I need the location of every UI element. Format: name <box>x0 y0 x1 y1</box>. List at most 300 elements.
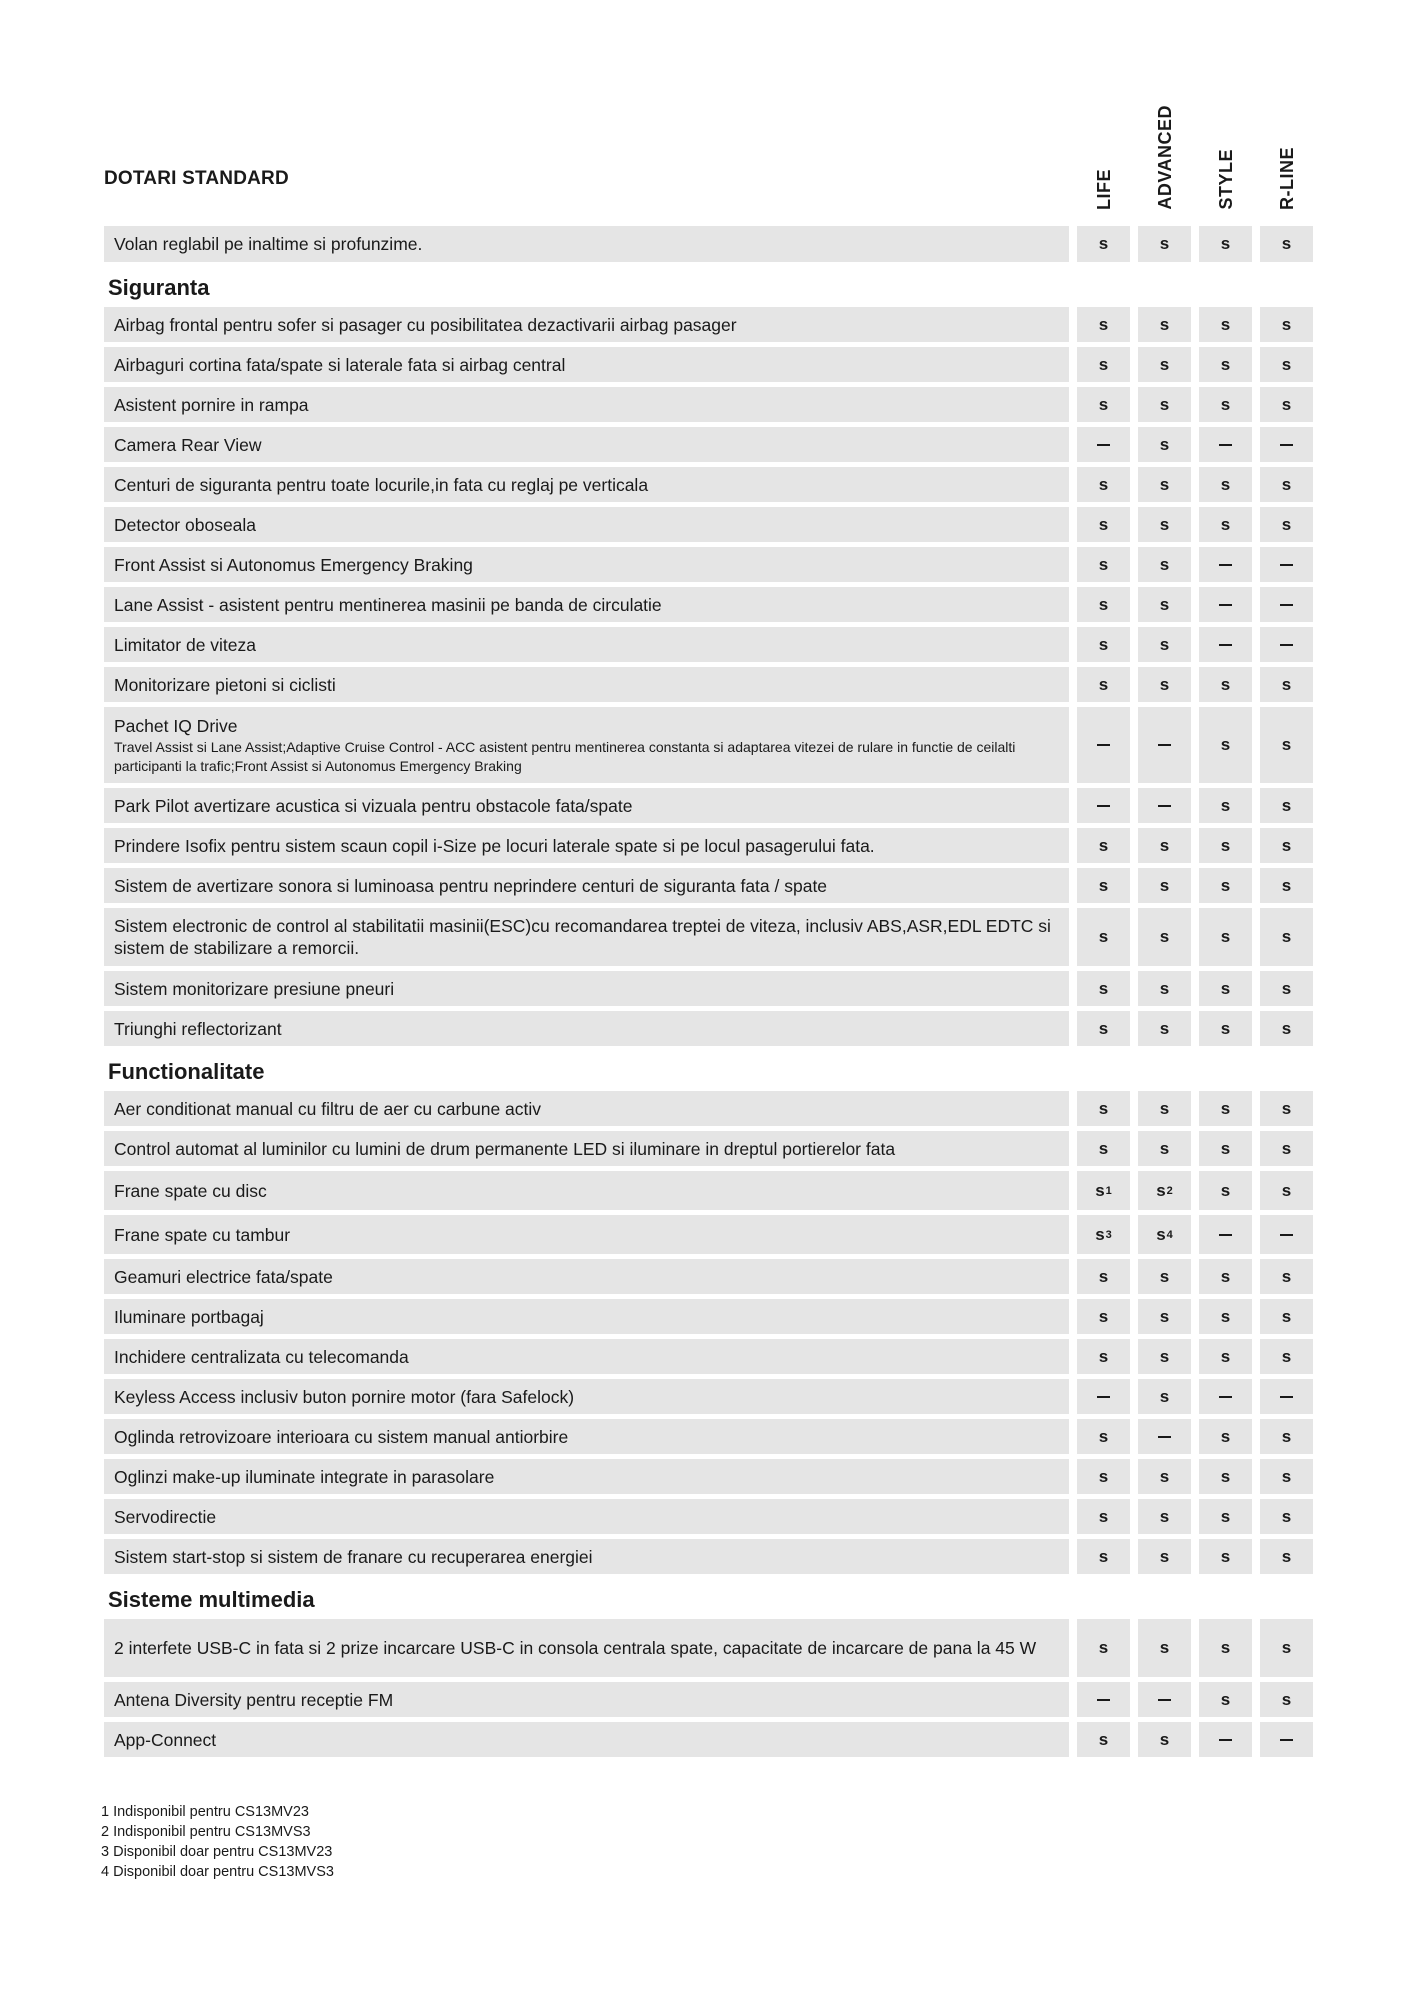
feature-description <box>104 788 1069 823</box>
variant-label: LIFE <box>1093 169 1114 210</box>
variant-label: STYLE <box>1215 149 1236 210</box>
availability-cell <box>1077 1379 1130 1414</box>
availability-cell <box>1199 307 1252 342</box>
availability-cell <box>1260 868 1313 903</box>
standard-mark: s <box>1098 1638 1109 1657</box>
standard-mark: s <box>1281 674 1292 694</box>
not-available-mark <box>1097 444 1110 446</box>
standard-mark: s <box>1159 1638 1170 1657</box>
feature-label: Oglinzi make-up iluminate integrate in parasolare <box>114 1466 495 1487</box>
availability-cell <box>1138 307 1191 342</box>
feature-description <box>104 587 1069 622</box>
availability-cell <box>1138 627 1191 662</box>
feature-description <box>104 1619 1069 1677</box>
feature-label: Pachet IQ Drive <box>114 715 238 736</box>
availability-cell <box>1260 788 1313 823</box>
standard-mark: s <box>1220 394 1231 414</box>
standard-mark: s <box>1159 1386 1170 1406</box>
availability-cell <box>1138 828 1191 863</box>
footnotes <box>101 1802 334 1882</box>
availability-cell <box>1260 908 1313 966</box>
standard-mark: s <box>1159 354 1170 374</box>
feature-description <box>104 971 1069 1006</box>
standard-mark: s <box>1281 394 1292 414</box>
standard-mark: s <box>1159 434 1170 454</box>
availability-cell <box>1260 1722 1313 1757</box>
standard-mark: s <box>1098 978 1109 998</box>
feature-description <box>104 908 1069 966</box>
standard-mark: s <box>1281 1180 1292 1200</box>
availability-cell <box>1077 587 1130 622</box>
availability-cell <box>1138 1722 1191 1757</box>
standard-mark: s <box>1095 1180 1105 1200</box>
standard-mark: s <box>1159 1138 1170 1158</box>
table-row <box>104 908 1326 966</box>
availability-cell <box>1260 427 1313 462</box>
standard-mark: s <box>1098 1018 1109 1038</box>
table-row <box>104 547 1326 582</box>
standard-mark: s <box>1281 1346 1292 1366</box>
availability-cell <box>1260 587 1313 622</box>
standard-mark: s <box>1159 314 1170 334</box>
feature-label: Aer conditionat manual cu filtru de aer cu carbune activ <box>114 1098 542 1119</box>
standard-mark: s <box>1098 514 1109 534</box>
not-available-mark <box>1219 444 1232 446</box>
footnote: 2 Indisponibil pentru CS13MVS3 <box>101 1824 311 1840</box>
not-available-mark <box>1097 744 1110 746</box>
standard-mark: s <box>1098 1098 1109 1118</box>
availability-cell <box>1260 1682 1313 1717</box>
availability-cell <box>1077 971 1130 1006</box>
standard-mark: s <box>1098 1346 1109 1366</box>
availability-cell <box>1077 1339 1130 1374</box>
availability-cell <box>1199 547 1252 582</box>
availability-cell <box>1077 1259 1130 1294</box>
variant-column-life <box>1078 110 1130 210</box>
standard-mark: s <box>1098 474 1109 494</box>
table-header <box>104 105 1326 226</box>
availability-cell <box>1199 1499 1252 1534</box>
availability-cell <box>1138 1091 1191 1126</box>
availability-cell <box>1138 347 1191 382</box>
availability-cell <box>1199 1539 1252 1574</box>
standard-mark: s <box>1098 314 1109 334</box>
availability-cell <box>1199 587 1252 622</box>
feature-label: Sistem monitorizare presiune pneuri <box>114 978 395 999</box>
availability-cell <box>1077 1131 1130 1166</box>
feature-label: Detector oboseala <box>114 514 257 535</box>
availability-cell <box>1199 868 1252 903</box>
standard-mark: s <box>1159 1266 1170 1286</box>
standard-mark: s <box>1220 354 1231 374</box>
standard-mark: s <box>1098 927 1109 946</box>
availability-cell <box>1260 1499 1313 1534</box>
standard-mark: s <box>1159 1098 1170 1118</box>
availability-cell <box>1077 1459 1130 1494</box>
availability-cell <box>1260 1171 1313 1210</box>
table-row <box>104 788 1326 823</box>
availability-cell <box>1260 347 1313 382</box>
standard-mark: s <box>1159 1506 1170 1526</box>
table-row <box>104 1339 1326 1374</box>
standard-mark: s <box>1159 514 1170 534</box>
availability-cell <box>1260 1299 1313 1334</box>
standard-mark: s <box>1281 835 1292 855</box>
availability-cell <box>1138 908 1191 966</box>
feature-description <box>104 427 1069 462</box>
availability-cell <box>1260 1259 1313 1294</box>
feature-label: Volan reglabil pe inaltime si profunzime. <box>114 234 423 254</box>
standard-mark: s <box>1220 1098 1231 1118</box>
availability-cell <box>1077 547 1130 582</box>
standard-mark: s <box>1098 1546 1109 1566</box>
standard-mark: s <box>1098 394 1109 414</box>
availability-cell <box>1199 908 1252 966</box>
feature-label: Airbaguri cortina fata/spate si laterale fata si airbag central <box>114 354 566 375</box>
table-row <box>104 1539 1326 1574</box>
table-row <box>104 828 1326 863</box>
availability-cell <box>1077 1619 1130 1677</box>
feature-description <box>104 627 1069 662</box>
availability-cell <box>1077 1499 1130 1534</box>
standard-mark: s <box>1098 234 1109 253</box>
standard-mark: s <box>1281 1018 1292 1038</box>
availability-cell <box>1138 667 1191 702</box>
standard-mark: s <box>1281 1306 1292 1326</box>
feature-label: Sistem de avertizare sonora si luminoasa pentru neprindere centuri de siguranta fata / spate <box>114 875 828 896</box>
availability-cell <box>1260 828 1313 863</box>
standard-mark: s <box>1098 1266 1109 1286</box>
availability-cell <box>1138 507 1191 542</box>
standard-mark: s <box>1220 1466 1231 1486</box>
not-available-mark <box>1097 1699 1110 1701</box>
availability-cell <box>1260 1215 1313 1254</box>
feature-label: Antena Diversity pentru receptie FM <box>114 1689 394 1710</box>
feature-label: Centuri de siguranta pentru toate locurile,in fata cu reglaj pe verticala <box>114 474 649 495</box>
section-heading: Siguranta <box>108 275 210 300</box>
availability-cell <box>1199 507 1252 542</box>
feature-label: Control automat al luminilor cu lumini de drum permanente LED si iluminare in dreptul portierelor fata <box>114 1138 896 1159</box>
standard-mark: s <box>1098 1729 1109 1749</box>
standard-mark: s <box>1220 978 1231 998</box>
standard-mark: s <box>1220 1638 1231 1657</box>
availability-cell <box>1077 1171 1130 1210</box>
availability-cell <box>1199 1131 1252 1166</box>
availability-cell <box>1138 1011 1191 1046</box>
standard-mark: s <box>1159 1466 1170 1486</box>
not-available-mark <box>1280 564 1293 566</box>
table-row <box>104 347 1326 382</box>
standard-mark: s <box>1220 735 1231 754</box>
not-available-mark <box>1219 564 1232 566</box>
availability-cell <box>1077 868 1130 903</box>
standard-mark: s <box>1281 1098 1292 1118</box>
availability-cell <box>1077 1419 1130 1454</box>
table-row <box>104 1011 1326 1046</box>
standard-mark: s <box>1159 835 1170 855</box>
standard-mark: s <box>1159 875 1170 895</box>
availability-cell <box>1138 467 1191 502</box>
standard-mark: s <box>1281 1506 1292 1526</box>
standard-mark: s <box>1281 795 1292 815</box>
feature-description <box>104 1339 1069 1374</box>
standard-mark: s <box>1098 1306 1109 1326</box>
feature-description <box>104 1722 1069 1757</box>
availability-cell <box>1138 1131 1191 1166</box>
availability-cell <box>1199 1379 1252 1414</box>
feature-description <box>104 1171 1069 1210</box>
availability-cell <box>1199 1722 1252 1757</box>
feature-label: 2 interfete USB-C in fata si 2 prize incarcare USB-C in consola centrala spate, capacitate de incarcare de pana la 45 W <box>114 1638 1037 1658</box>
standard-mark: s <box>1220 1506 1231 1526</box>
availability-cell <box>1077 1215 1130 1254</box>
standard-mark: s <box>1098 354 1109 374</box>
feature-label: Triunghi reflectorizant <box>114 1018 282 1039</box>
variant-column-advanced <box>1139 105 1191 210</box>
not-available-mark <box>1219 1396 1232 1398</box>
feature-description <box>104 547 1069 582</box>
availability-cell <box>1260 1011 1313 1046</box>
feature-label: Geamuri electrice fata/spate <box>114 1266 333 1287</box>
availability-cell <box>1260 667 1313 702</box>
availability-cell <box>1199 788 1252 823</box>
standard-mark: s <box>1281 514 1292 534</box>
feature-description <box>104 1011 1069 1046</box>
availability-cell <box>1077 307 1130 342</box>
availability-cell <box>1138 1339 1191 1374</box>
availability-cell <box>1199 1215 1252 1254</box>
standard-mark: s <box>1220 1306 1231 1326</box>
availability-cell <box>1138 1259 1191 1294</box>
availability-cell <box>1199 1459 1252 1494</box>
table-row <box>104 667 1326 702</box>
table-row <box>104 1131 1326 1166</box>
table-row <box>104 1459 1326 1494</box>
standard-mark: s <box>1220 795 1231 815</box>
availability-cell <box>1077 427 1130 462</box>
standard-mark: s <box>1159 474 1170 494</box>
table-row <box>104 1215 1326 1254</box>
footnote: 3 Disponibil doar pentru CS13MV23 <box>101 1844 333 1860</box>
standard-mark: s <box>1098 1138 1109 1158</box>
standard-mark: s <box>1159 634 1170 654</box>
availability-cell <box>1199 1171 1252 1210</box>
footnote: 1 Indisponibil pentru CS13MV23 <box>101 1804 309 1820</box>
table-row <box>104 307 1326 342</box>
feature-label: Iluminare portbagaj <box>114 1306 264 1327</box>
standard-mark: s <box>1159 978 1170 998</box>
availability-cell <box>1199 1091 1252 1126</box>
availability-cell <box>1077 1011 1130 1046</box>
feature-label: Inchidere centralizata cu telecomanda <box>114 1346 409 1367</box>
standard-mark: s <box>1098 1466 1109 1486</box>
standard-mark: s <box>1159 1546 1170 1566</box>
availability-cell <box>1138 587 1191 622</box>
feature-description <box>104 1499 1069 1534</box>
availability-cell <box>1260 1379 1313 1414</box>
standard-mark: s <box>1281 875 1292 895</box>
availability-cell <box>1138 1419 1191 1454</box>
availability-cell <box>1260 1339 1313 1374</box>
section-heading: Sisteme multimedia <box>108 1587 315 1612</box>
standard-mark: s <box>1220 514 1231 534</box>
availability-cell <box>1077 627 1130 662</box>
not-available-mark <box>1158 805 1171 807</box>
standard-mark: s <box>1098 1426 1109 1446</box>
availability-cell <box>1199 1419 1252 1454</box>
availability-cell <box>1138 707 1191 783</box>
not-available-mark <box>1280 604 1293 606</box>
footnote-ref: 2 <box>1166 1184 1173 1197</box>
table-row <box>104 387 1326 422</box>
availability-cell <box>1260 1419 1313 1454</box>
availability-cell <box>1138 427 1191 462</box>
availability-cell <box>1199 971 1252 1006</box>
availability-cell <box>1260 547 1313 582</box>
feature-label: Servodirectie <box>114 1506 217 1527</box>
standard-mark: s <box>1156 1180 1166 1200</box>
standard-mark: s <box>1281 1266 1292 1286</box>
not-available-mark <box>1219 604 1232 606</box>
feature-description <box>104 1459 1069 1494</box>
standard-mark: s <box>1220 474 1231 494</box>
standard-mark: s <box>1159 594 1170 614</box>
equipment-table <box>104 226 1326 1762</box>
feature-description <box>104 1419 1069 1454</box>
availability-cell <box>1077 1722 1130 1757</box>
footnote-ref: 1 <box>1105 1184 1112 1197</box>
availability-cell <box>1260 971 1313 1006</box>
footnote-ref: 3 <box>1105 1228 1112 1241</box>
availability-cell <box>1138 868 1191 903</box>
table-row <box>104 1299 1326 1334</box>
table-row <box>104 467 1326 502</box>
table-row <box>104 1682 1326 1717</box>
standard-mark: s <box>1281 1638 1292 1657</box>
feature-description <box>104 1682 1069 1717</box>
section-heading: Functionalitate <box>108 1059 265 1084</box>
feature-label: Keyless Access inclusiv buton pornire motor (fara Safelock) <box>114 1386 575 1407</box>
standard-mark: s <box>1220 875 1231 895</box>
not-available-mark <box>1219 644 1232 646</box>
availability-cell <box>1260 1619 1313 1677</box>
not-available-mark <box>1219 1739 1232 1741</box>
availability-cell <box>1138 1379 1191 1414</box>
standard-mark: s <box>1159 234 1170 253</box>
feature-description <box>104 707 1069 783</box>
standard-mark: s <box>1095 1224 1105 1244</box>
standard-mark: s <box>1098 1506 1109 1526</box>
availability-cell <box>1077 788 1130 823</box>
feature-description <box>104 667 1069 702</box>
standard-mark: s <box>1220 835 1231 855</box>
availability-cell <box>1138 1499 1191 1534</box>
availability-cell <box>1199 226 1252 262</box>
availability-cell <box>1077 1539 1130 1574</box>
standard-mark: s <box>1220 1546 1231 1566</box>
standard-mark: s <box>1159 1346 1170 1366</box>
footnote-ref: 4 <box>1166 1228 1173 1241</box>
feature-label: Frane spate cu tambur <box>114 1224 291 1245</box>
feature-description <box>104 1091 1069 1126</box>
availability-cell <box>1138 1459 1191 1494</box>
feature-label: Camera Rear View <box>114 434 262 455</box>
table-row <box>104 868 1326 903</box>
feature-description <box>104 347 1069 382</box>
standard-mark: s <box>1281 474 1292 494</box>
table-row <box>104 427 1326 462</box>
standard-mark: s <box>1281 314 1292 334</box>
standard-mark: s <box>1281 1426 1292 1446</box>
table-row <box>104 1259 1326 1294</box>
table-row <box>104 1091 1326 1126</box>
feature-label: Oglinda retrovizoare interioara cu sistem manual antiorbire <box>114 1426 569 1447</box>
variant-label: R-LINE <box>1276 147 1297 210</box>
availability-cell <box>1077 1299 1130 1334</box>
availability-cell <box>1138 1171 1191 1210</box>
standard-mark: s <box>1098 554 1109 574</box>
feature-label: App-Connect <box>114 1729 217 1750</box>
table-row <box>104 226 1326 262</box>
feature-description <box>104 307 1069 342</box>
table-row <box>104 1619 1326 1677</box>
variant-column-r-line <box>1261 110 1313 210</box>
feature-label: Front Assist si Autonomus Emergency Braking <box>114 554 473 575</box>
standard-mark: s <box>1220 314 1231 334</box>
not-available-mark <box>1158 1699 1171 1701</box>
standard-mark: s <box>1159 1729 1170 1749</box>
availability-cell <box>1138 1215 1191 1254</box>
standard-mark: s <box>1098 594 1109 614</box>
variant-label: ADVANCED <box>1154 105 1175 210</box>
feature-description <box>104 1379 1069 1414</box>
availability-cell <box>1138 788 1191 823</box>
not-available-mark <box>1097 1396 1110 1398</box>
availability-cell <box>1077 387 1130 422</box>
availability-cell <box>1260 387 1313 422</box>
standard-mark: s <box>1159 1306 1170 1326</box>
page-title: DOTARI STANDARD <box>104 168 289 189</box>
feature-description <box>104 387 1069 422</box>
not-available-mark <box>1280 1234 1293 1236</box>
standard-mark: s <box>1220 674 1231 694</box>
feature-label: Airbag frontal pentru sofer si pasager cu posibilitatea dezactivarii airbag pasager <box>114 314 737 335</box>
feature-label: Frane spate cu disc <box>114 1180 267 1201</box>
availability-cell <box>1199 387 1252 422</box>
standard-mark: s <box>1220 1018 1231 1038</box>
standard-mark: s <box>1281 234 1292 253</box>
feature-description <box>104 467 1069 502</box>
table-row <box>104 587 1326 622</box>
standard-mark: s <box>1220 1138 1231 1158</box>
standard-mark: s <box>1098 674 1109 694</box>
table-row <box>104 1171 1326 1210</box>
standard-mark: s <box>1159 927 1170 946</box>
standard-mark: s <box>1156 1224 1166 1244</box>
feature-description <box>104 1299 1069 1334</box>
table-row <box>104 627 1326 662</box>
table-row <box>104 707 1326 783</box>
standard-mark: s <box>1281 1138 1292 1158</box>
availability-cell <box>1199 1339 1252 1374</box>
availability-cell <box>1199 347 1252 382</box>
not-available-mark <box>1280 644 1293 646</box>
availability-cell <box>1199 1619 1252 1677</box>
availability-cell <box>1138 1619 1191 1677</box>
feature-label: Monitorizare pietoni si ciclisti <box>114 674 336 695</box>
table-row <box>104 1499 1326 1534</box>
standard-mark: s <box>1098 634 1109 654</box>
